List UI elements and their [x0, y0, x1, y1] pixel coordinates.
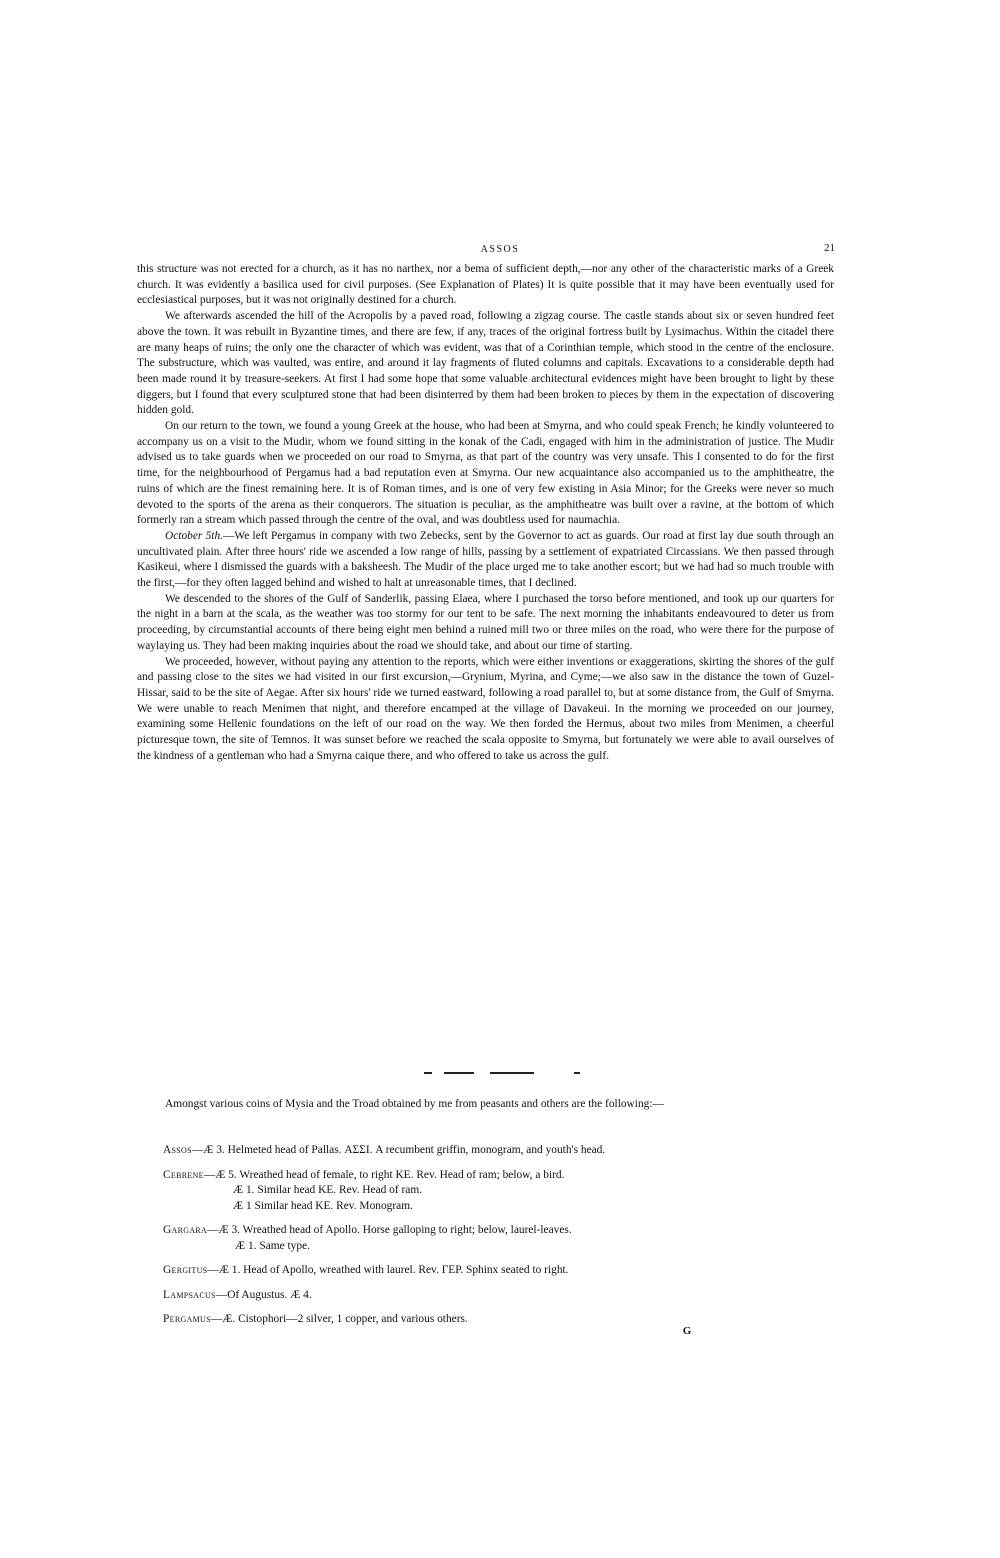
paragraph: this structure was not erected for a church, as it has no narthex, nor a bema of sufficient depth,—nor any other of the characteristic marks of a Greek church. It was evidently a basilica used for civil purposes. (See Explanation of Plates) It is quite possible that it may have been eventually used for ecclesiastical purposes, but it was not originally destined for a church. — [137, 263, 834, 307]
coin-list — [163, 1143, 843, 1337]
coin-city: Gergitus — [163, 1264, 208, 1276]
coin-entry-gergitus — [163, 1263, 843, 1279]
coin-description: —Æ 1. Head of Apollo, wreathed with laurel. Rev. ΓΕΡ. Sphinx seated to right. — [207, 1264, 569, 1276]
coin-entry-assos — [163, 1143, 843, 1159]
coin-entry-pergamus — [163, 1312, 843, 1328]
paragraph-text: —We left Pergamus in company with two Zebecks, sent by the Governor to act as guards. Our road at first lay due south through an uncultivated plain. After three hours' ride we ascended a low range of hills, passing by a settlement of expatriated Circassians. We then passed through Kasikeui, where I dismissed the guards with a baksheesh. The Mudir of the place urged me to take another escort; but we had had so much trouble with the first,—for they often lagged behind and wished to halt at unreasonable times, that I declined. — [137, 529, 835, 590]
coin-description: —Æ 5. Wreathed head of female, to right ΚΕ. Rev. Head of ram; below, a bird. — [203, 1168, 565, 1181]
coin-description: Æ 1. Same type. — [235, 1239, 310, 1252]
coin-city: Assos — [163, 1144, 192, 1156]
coin-description: —Of Augustus. Æ 4. — [215, 1288, 312, 1301]
coin-description: Æ 1. Similar head ΚΕ. Rev. Head of ram. — [233, 1184, 423, 1196]
date-heading: October 5th. — [165, 529, 223, 542]
running-title: ASSOS — [480, 244, 520, 255]
coin-entry-cebrene — [163, 1168, 843, 1215]
page-number: 21 — [824, 242, 835, 254]
paragraph: On our return to the town, we found a young Greek at the house, who had been at Smyrna, and who could speak French; he kindly volunteered to accompany us on a visit to the Mudir, whom we found sitting in the konak of the Cadi, engaged with him in the administration of justice. The Mudir advised us to take guards when we proceeded on our road to Smyrna, as that part of the country was very unsafe. This I consented to do for the first time, for the neighbourhood of Pergamus had a bad reputation even at Smyrna. Our new acquaintance also accompanied us to the amphitheatre, the ruins of which are the finest remaining here. It is of Roman times, and is one of very few existing in Asia Minor; for the Greeks were never so much devoted to the sports of the arena as their conquerors. The situation is peculiar, as the amphitheatre was built over a ravine, at the bottom of which formerly ran a stream which passed through the centre of the oval, and was doubtless used for naumachia. — [137, 420, 834, 527]
paragraph: We afterwards ascended the hill of the Acropolis by a paved road, following a zigzag course. The castle stands about six or seven hundred feet above the town. It was rebuilt in Byzantine times, and there are few, if any, traces of the original fortress built by Lysimachus. Within the citadel there are many heaps of ruins; the only one the character of which was evident, was that of a Corinthian temple, which stood in the centre of the enclosure. The substructure, which was vaulted, was entire, and around it lay fragments of fluted columns and capitals. Excavations to a considerable depth had been made round it by treasure-seekers. At first I had some hope that some valuable architectural evidences might have been brought to light by these diggers, but I found that every sculptured stone that had been disinterred by them had been broken to pieces by them in the expectation of discovering hidden gold. — [137, 310, 834, 417]
coins-intro-text: Amongst various coins of Mysia and the Troad obtained by me from peasants and others are the following:— — [165, 1098, 664, 1110]
coin-city: Pergamus — [163, 1313, 211, 1325]
coins-intro — [137, 1097, 834, 1113]
coin-description: —Æ. Cistophori—2 silver, 1 copper, and various others. — [210, 1313, 468, 1325]
coin-description: Æ 1 Similar head ΚΕ. Rev. Monogram. — [233, 1199, 413, 1212]
section-divider — [424, 1072, 584, 1074]
paragraph: We proceeded, however, without paying any attention to the reports, which were either inventions or exaggerations, skirting the shores of the gulf and passing close to the sites we had visited in our first excursion,—Grynium, Myrina, and Cyme;—we also saw in the distance the town of Guzel-Hissar, said to be the site of Aegae. After six hours' ride we turned eastward, following a road parallel to, but at some distance from, the Gulf of Smyrna. We were unable to reach Menimen that night, and therefore encamped at the village of Davakeui. In the morning we proceeded on our journey, examining some Hellenic foundations on the left of our road on the way. We then forded the Hermus, about two miles from Menimen, a cheerful picturesque town, the site of Temnos. It was sunset before we reached the scala opposite to Smyrna, but fortunately we were able to avail ourselves of the kindness of a gentleman who had a Smyrna caique there, and who offered to take us across the gulf. — [137, 655, 834, 762]
coin-entry-lampsacus — [163, 1288, 843, 1304]
signature-mark: G — [682, 1325, 692, 1337]
coin-city: Cebrene — [163, 1168, 204, 1181]
body-text — [137, 262, 834, 765]
coin-description: —Æ 3. Helmeted head of Pallas. ΑΣΣΙ. A recumbent griffin, monogram, and youth's head. — [191, 1144, 606, 1156]
paragraph — [137, 529, 834, 592]
coin-city: Gargara — [163, 1224, 208, 1236]
coin-description: —Æ 3. Wreathed head of Apollo. Horse galloping to right; below, laurel-leaves. — [207, 1224, 572, 1236]
coin-city: Lampsacus — [163, 1288, 216, 1301]
paragraph: We descended to the shores of the Gulf of Sanderlik, passing Elaea, where I purchased the torso before mentioned, and took up our quarters for the night in a barn at the scala, as the weather was too stormy for our tent to be safe. The next morning the inhabitants endeavoured to deter us from proceeding, by circumstantial accounts of there being eight men behind a ruined mill two or three miles on the road, who were there for the purpose of waylaying us. They had been making inquiries about the road we should take, and about our time of starting. — [137, 592, 834, 652]
coin-entry-gargara — [163, 1223, 843, 1254]
